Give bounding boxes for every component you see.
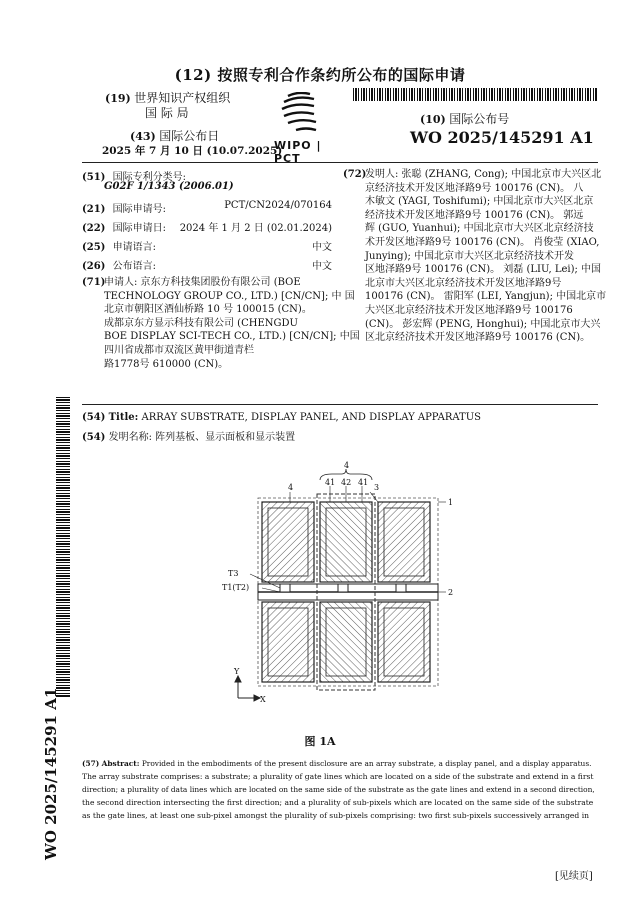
abstract-line: direction; a plurality of data lines which are located on the same side of the substrate as the gate lines and extend in a second direction, <box>82 785 595 795</box>
pubdate-value: 2025 年 7 月 10 日 (10.07.2025) <box>102 145 283 157</box>
applicant-line: TECHNOLOGY GROUP CO., LTD.) [CN/CN]; 中 国 <box>104 290 355 302</box>
pubno-block <box>420 110 509 127</box>
title-cn-value: 阵列基板、显示面板和显示装置 <box>155 432 296 443</box>
abstract-line: the second direction intersecting the first direction; and a plurality of sub-pixels which are located on the same side of the substrate <box>82 798 594 808</box>
label-3: 3 <box>374 483 380 492</box>
field-row <box>82 168 332 182</box>
header-divider <box>82 162 598 163</box>
inventor-line: 100176 (CN)。 雷阳军 (LEI, Yangjun); 中国北京市 <box>365 291 607 303</box>
label-axis-x: X <box>260 695 266 704</box>
applicant-code: (71) <box>82 277 106 288</box>
field-label: 国际申请日: <box>112 223 166 234</box>
field-row <box>82 219 332 233</box>
inventor-line: 术开发区地泽路9号 100176 (CN)。 肖俊莹 (XIAO, <box>365 236 600 248</box>
inventor-line: Junying); 中国北京市大兴区北京经济技术开发 <box>365 250 575 262</box>
label-4-left: 4 <box>288 483 294 492</box>
office-sub: 国 际 局 <box>145 106 189 120</box>
inventor-line: 大兴区北京经济技术开发区地泽路9号 100176 <box>365 304 573 316</box>
field-code: (26) <box>82 261 106 272</box>
field-code: (21) <box>82 204 106 215</box>
pubdate-block <box>130 127 219 144</box>
pixel-row-top <box>262 502 430 582</box>
applicant-line: 北京市朝阳区酒仙桥路 10 号 100015 (CN)。 <box>104 304 312 316</box>
title-cn-line <box>82 431 295 445</box>
figure-caption: 图 1A <box>304 735 336 748</box>
pubno-code: (10) <box>420 113 446 126</box>
applicant-line: 路1778号 610000 (CN)。 <box>104 358 229 370</box>
wipo-logo <box>274 92 346 165</box>
title-en-line <box>82 411 481 425</box>
field-row <box>82 200 332 214</box>
label-2: 2 <box>448 588 454 597</box>
field-value: PCT/CN2024/070164 <box>224 200 332 211</box>
field-code: (25) <box>82 242 106 253</box>
applicant-line: BOE DISPLAY SCI-TECH CO., LTD.) [CN/CN]; 中国 <box>104 331 360 343</box>
label-41-a: 41 <box>325 478 336 487</box>
abstract-label: Abstract: <box>101 759 140 768</box>
pubdate-label: 国际公布日 <box>159 129 220 143</box>
inventor-line: 经济技术开发区地泽路9号 100176 (CN)。 郭远 <box>365 209 584 221</box>
inventor-line: 区北京经济技术开发区地泽路9号 100176 (CN)。 <box>365 332 591 344</box>
wipo-pct-text: WIPO | PCT <box>274 139 322 165</box>
continued-note: [见续页] <box>555 871 593 882</box>
title-en-label: Title: <box>108 412 139 423</box>
field-value: 中文 <box>312 242 332 253</box>
abstract-line: The array substrate comprises: a substrate; a plurality of gate lines which are located on a side of the substrate and extend in a first <box>82 772 594 782</box>
field-row <box>82 238 332 252</box>
field-label: 国际申请号: <box>112 204 166 215</box>
title-en-value: ARRAY SUBSTRATE, DISPLAY PANEL, AND DISPLAY APPARATUS <box>141 412 481 423</box>
abstract-code: (57) <box>82 759 100 768</box>
inventors-block <box>365 168 607 345</box>
title-cn-label: 发明名称: <box>108 432 152 443</box>
abstract-block <box>82 757 602 822</box>
field-label: 国际专利分类号: <box>112 172 186 183</box>
field-value: 中文 <box>312 261 332 272</box>
office-name: 世界知识产权组织 <box>134 91 231 105</box>
field-row <box>82 181 332 195</box>
pubno-label: 国际公布号 <box>449 112 510 126</box>
pixel-row-bottom <box>262 602 430 682</box>
side-pubno: WO 2025/145291 A1 <box>42 687 60 860</box>
inventors-code: (72) <box>343 169 367 180</box>
inventor-line: 木敏文 (YAGI, Toshifumi); 中国北京市大兴区北京 <box>365 196 594 208</box>
pubno-value: WO 2025/145291 A1 <box>410 128 594 147</box>
title-en-code: (54) <box>82 412 106 423</box>
abstract-line <box>82 757 602 770</box>
field-label: 申请语言: <box>112 242 156 253</box>
inventor-line: (CN)。 彭宏辉 (PENG, Honghui); 中国北京市大兴 <box>365 318 601 330</box>
field-value: 2024 年 1 月 2 日 (02.01.2024) <box>179 223 332 234</box>
field-classification: G02F 1/1343 (2006.01) <box>104 181 234 192</box>
field-label: 公布语言: <box>112 261 156 272</box>
applicant-line: 申请人: 京东方科技集团股份有限公司 (BOE <box>104 277 301 288</box>
label-t1t2: T1(T2) <box>222 583 250 592</box>
applicant-block <box>104 276 360 371</box>
label-41-b: 41 <box>358 478 369 487</box>
field-row <box>82 257 332 271</box>
label-4-top: 4 <box>344 461 350 470</box>
label-42: 42 <box>341 478 352 487</box>
inventor-line: 北京市大兴区北京经济技术开发区地泽路9号 <box>365 277 562 289</box>
section-divider <box>82 404 598 405</box>
pubdate-code: (43) <box>130 130 156 143</box>
top-barcode <box>353 88 598 101</box>
inventor-line: 区地泽路9号 100176 (CN)。 刘磊 (LIU, Lei); 中国 <box>365 264 602 276</box>
gate-line-band <box>258 584 438 600</box>
side-barcode <box>56 397 70 697</box>
applicant-line: 四川省成都市双流区黄甲街道青栏 <box>104 344 254 356</box>
title-cn-code: (54) <box>82 432 106 443</box>
office-code: (19) <box>105 92 131 105</box>
inventor-line: 辉 (GUO, Yuanhui); 中国北京市大兴区北京经济技 <box>365 223 594 235</box>
inventor-line: 京经济技术开发区地泽路9号 100176 (CN)。 八 <box>365 182 584 194</box>
field-code: (22) <box>82 223 106 234</box>
axis-arrows <box>235 676 260 701</box>
field-code: (51) <box>82 172 106 183</box>
document-title: (12) 按照专利合作条约所公布的国际申请 <box>174 66 466 84</box>
inventor-line: 发明人: 张聪 (ZHANG, Cong); 中国北京市大兴区北 <box>365 169 602 180</box>
label-1: 1 <box>448 498 454 507</box>
abstract-text: Provided in the embodiments of the present disclosure are an array substrate, a display panel, and a display apparatus. <box>141 759 592 768</box>
label-axis-y: Y <box>234 667 240 676</box>
abstract-line: as the gate lines, at least one sub-pixel amongst the plurality of sub-pixels comprising: two first sub-pixels successively arranged in <box>82 811 590 821</box>
label-t3: T3 <box>228 569 239 578</box>
figure-1a <box>220 460 460 710</box>
applicant-line: 成都京东方显示科技有限公司 (CHENGDU <box>104 317 298 329</box>
